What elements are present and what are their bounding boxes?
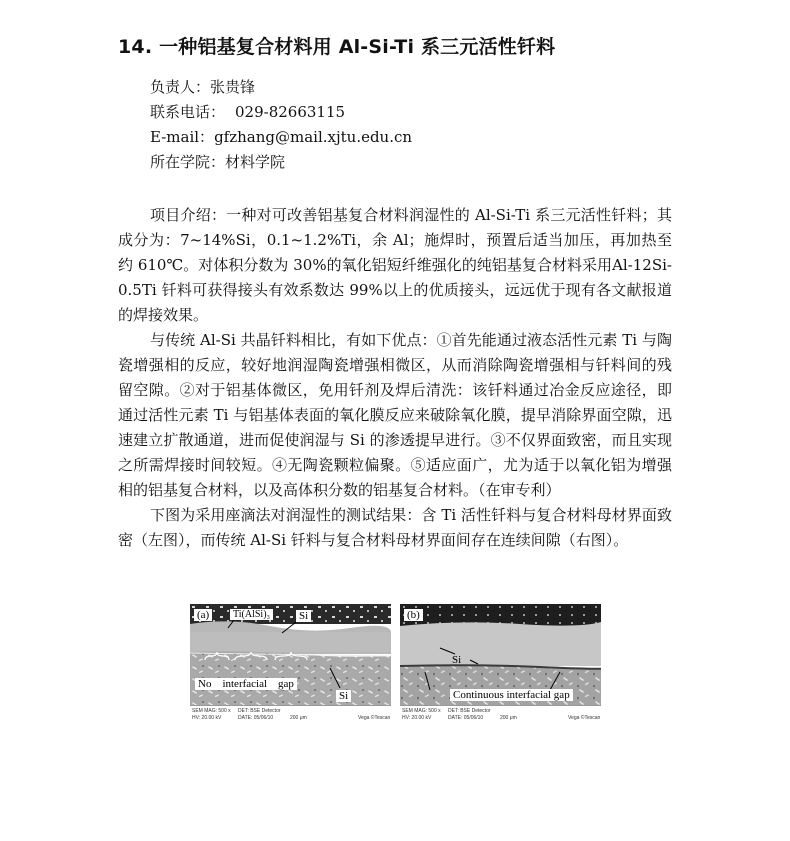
paragraph-intro: 项目介绍：一种对可改善铝基复合材料润湿性的 Al-Si-Ti 系三元活性钎料；其成分为：7~14%Si，0.1~1.2%Ti，余 Al；施焊时，预置后适当加压，再加热至约 610℃。对体积分数为 30%的氧化铝短纤维强化的纯铝基复合材料采用Al-12Si-0.5Ti 钎料可获得接头有效系数达 99%以上的优质接头，远远优于现有各文献报道的焊接效果。 (118, 206, 672, 324)
figure-a-si-bottom-label: Si (336, 690, 351, 702)
figure-a-ti-label: Ti(AlSi)₃ (230, 609, 273, 620)
leader-label: 负责人： (150, 78, 211, 96)
figure-a-scale: 200 μm (290, 715, 307, 721)
figure-a-micrograph (190, 604, 391, 706)
figure-a-date: DATE: 05/06/10 (238, 715, 274, 721)
figure-b-gap-label: Continuous interfacial gap (450, 689, 573, 701)
info-email (150, 125, 412, 150)
figure-b-meta-bar (400, 705, 601, 724)
figure-a-si-top-label: Si (296, 610, 311, 622)
figure-b-si-label: Si (452, 654, 462, 666)
info-college (150, 150, 285, 175)
email-value[interactable]: gfzhang@mail.xjtu.edu.cn (214, 128, 413, 146)
leader-value: 张贵锋 (210, 78, 256, 96)
figure-b-scale: 200 μm (500, 715, 517, 721)
figure-a-mag: SEM MAG: 500 x (192, 708, 231, 714)
figure-a (190, 604, 391, 724)
figure-a-brand: Vega ©Tescan (358, 715, 391, 721)
figure-b-mag: SEM MAG: 500 x (402, 708, 441, 714)
phone-label: 联系电话： (150, 103, 226, 121)
phone-value: 029-82663115 (235, 103, 346, 121)
info-leader (150, 75, 255, 100)
figure-a-gap-label: No interfacial gap (195, 678, 297, 690)
college-label: 所在学院： (150, 153, 226, 171)
figure-b-det: DET: BSE Detector (448, 708, 491, 714)
figure-b-panel-label: (b) (404, 609, 423, 621)
paragraph-advantages: 与传统 Al-Si 共晶钎料相比，有如下优点：①首先能通过液态活性元素 Ti 与陶瓷增强相的反应，较好地润湿陶瓷增强相微区，从而消除陶瓷增强相与钎料间的残留空隙。②对于铝基体微区，免用钎剂及焊后清洗：该钎料通过冶金反应途径，即通过活性元素 Ti 与铝基体表面的氧化膜反应来破除氧化膜，提早消除界面空隙，迅速建立扩散通道，进而促使润湿与 Si 的渗透提早进行。③不仅界面致密，而且实现之所需焊接时间较短。④无陶瓷颗粒偏聚。⑤适应面广，尤为适于以氧化铝为增强相的铝基复合材料，以及高体积分数的铝基复合材料。（在审专利） (118, 331, 672, 499)
email-label: E-mail： (150, 128, 215, 146)
figure-a-det: DET: BSE Detector (238, 708, 281, 714)
figure-b (400, 604, 601, 724)
figure-a-meta-bar (190, 705, 391, 724)
info-phone (150, 100, 345, 125)
body-text (118, 203, 672, 553)
figure-a-hv: HV: 20.00 kV (192, 715, 222, 721)
section-title: 14. 一种铝基复合材料用 Al-Si-Ti 系三元活性钎料 (118, 36, 556, 58)
figure-b-date: DATE: 05/06/10 (448, 715, 484, 721)
figure-b-brand: Vega ©Tescan (568, 715, 601, 721)
figure-b-hv: HV: 20.00 kV (402, 715, 432, 721)
figure-a-panel-label: (a) (194, 609, 212, 621)
paragraph-figure-desc: 下图为采用座滴法对润湿性的测试结果：含 Ti 活性钎料与复合材料母材界面致密（左图），而传统 Al-Si 钎料与复合材料母材界面间存在连续间隙（右图）。 (118, 506, 672, 549)
figure-group (190, 604, 602, 724)
college-value: 材料学院 (225, 153, 286, 171)
